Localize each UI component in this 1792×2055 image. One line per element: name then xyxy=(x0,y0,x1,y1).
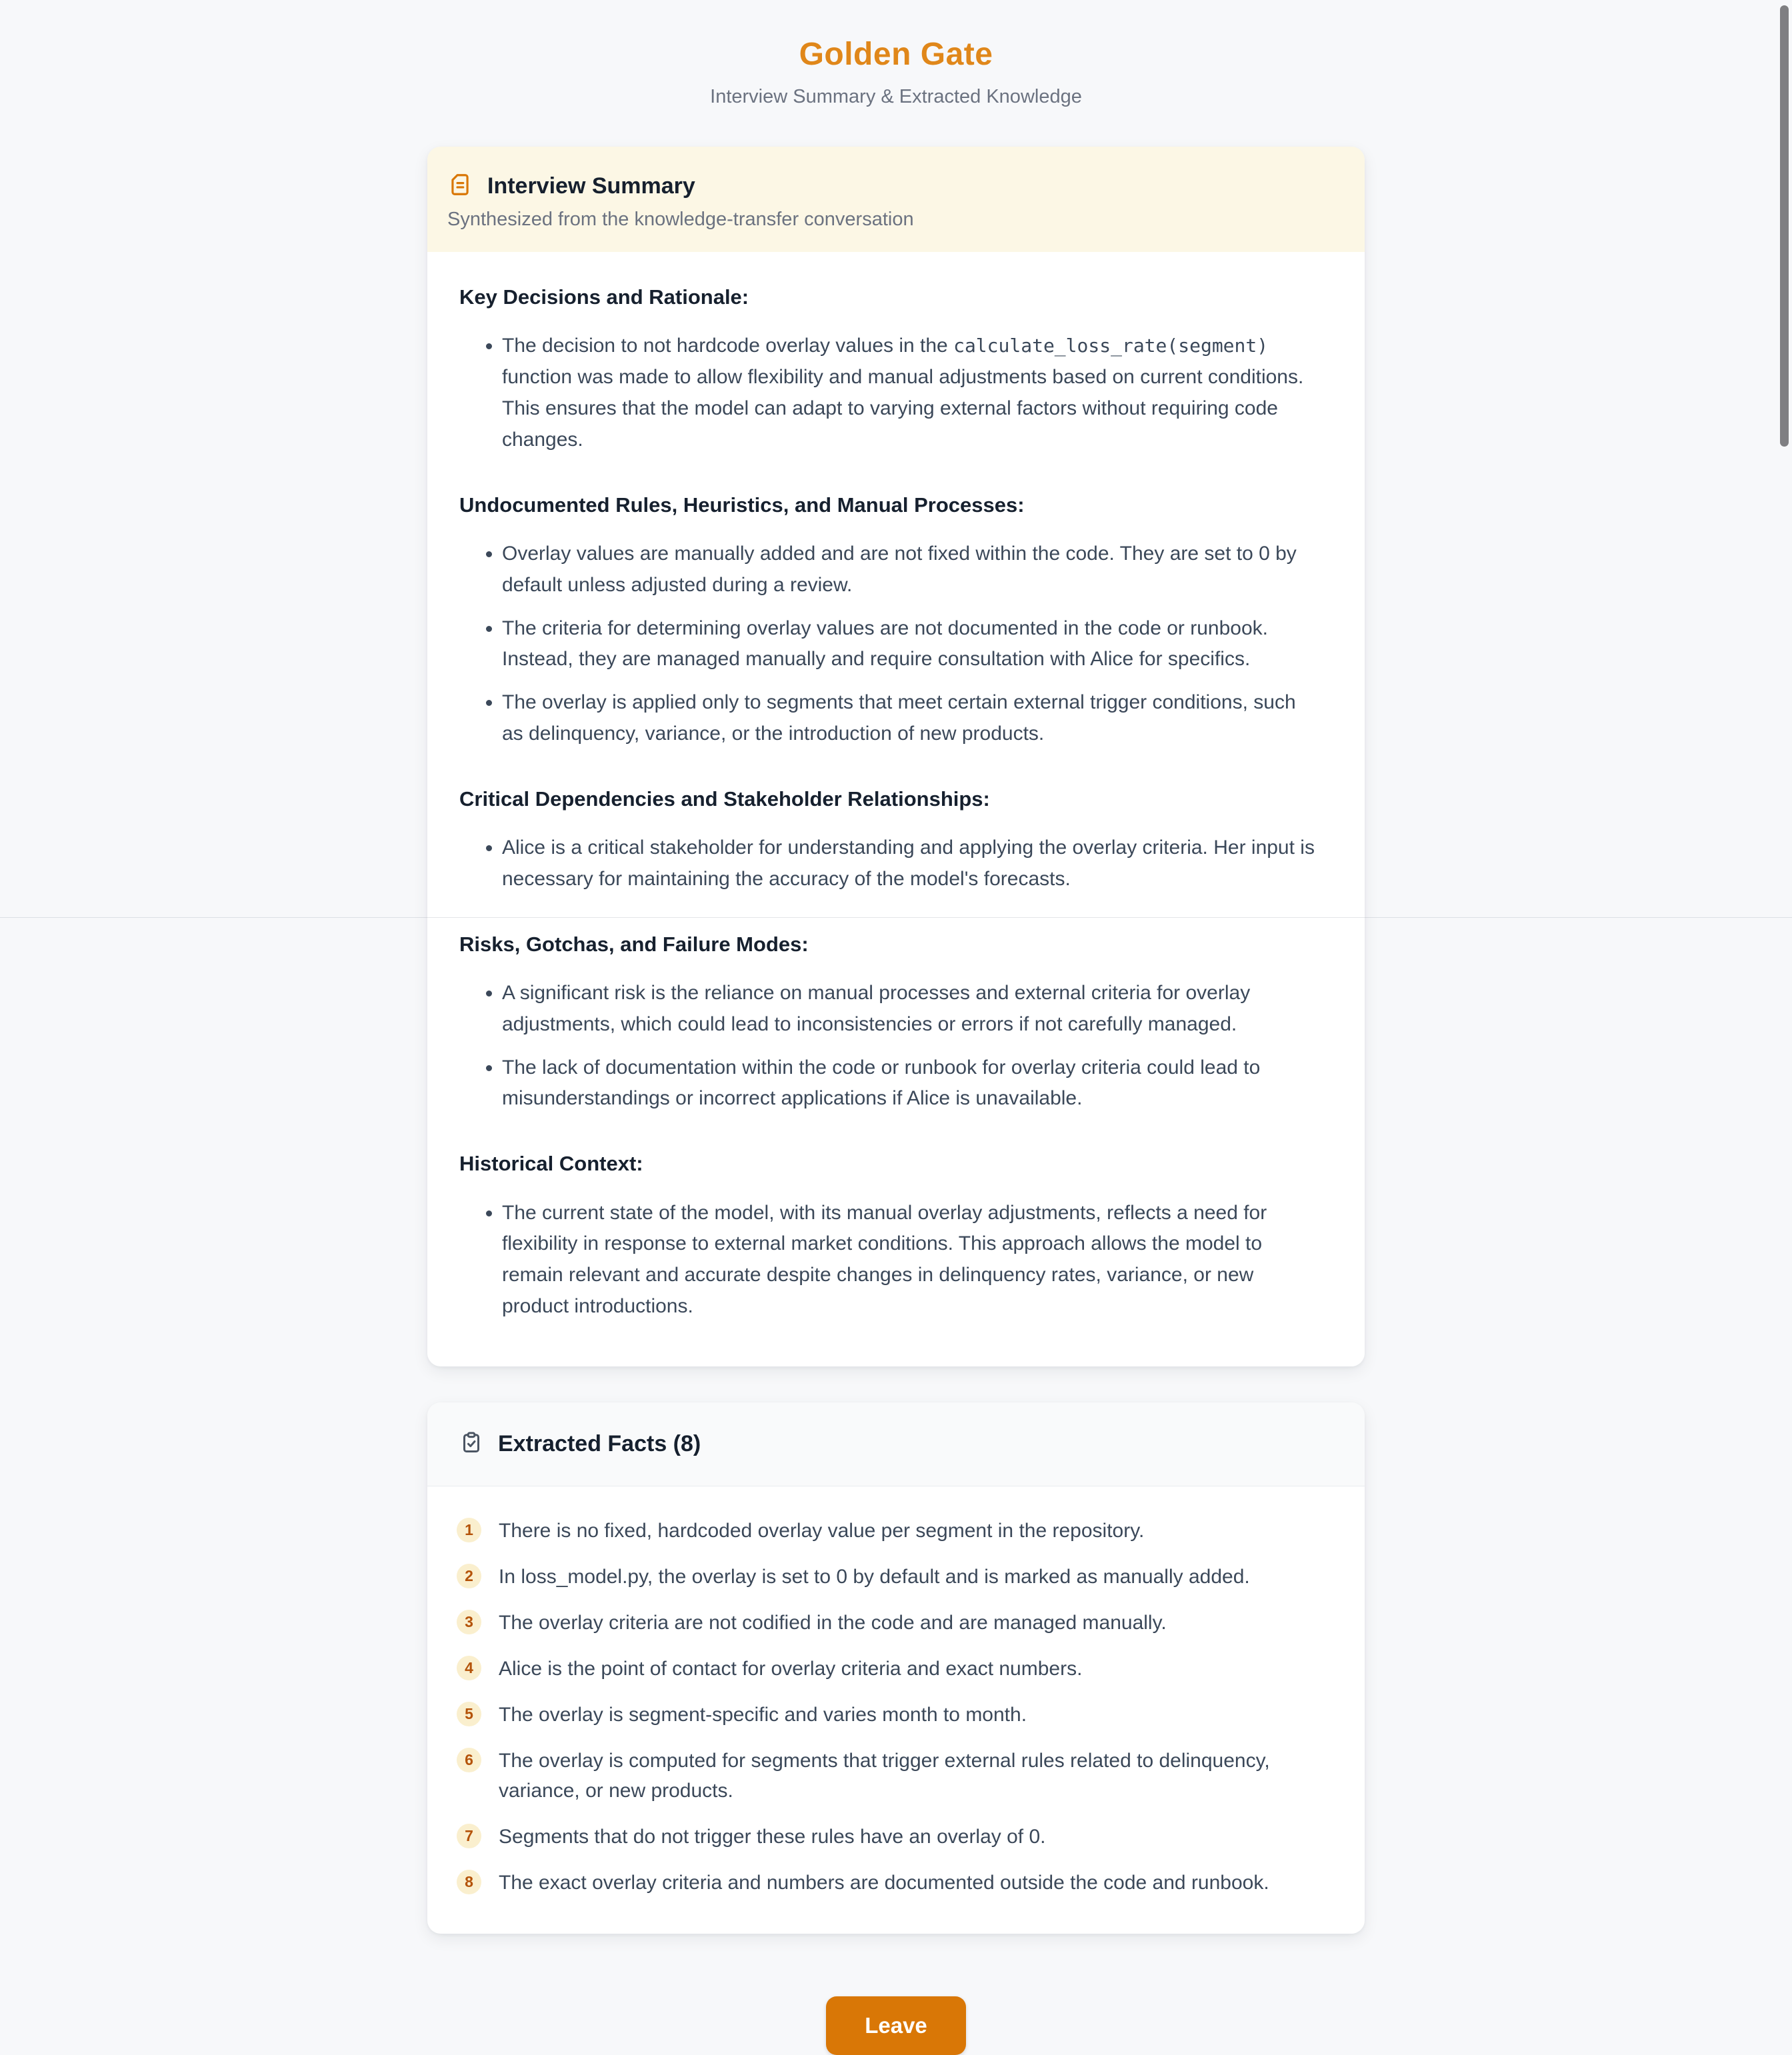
section-heading-critical-dependencies: Critical Dependencies and Stakeholder Relationships: xyxy=(459,787,990,811)
fact-text: In loss_model.py, the overlay is set to 0 by default and is marked as manually added. xyxy=(499,1565,1250,1588)
clipboard-check-icon xyxy=(459,1430,483,1458)
fact-row xyxy=(457,1822,1333,1852)
summary-bullet: • A significant risk is the reliance on manual processes and external criteria for overlay adjustments, which could lead to inconsistencies or errors if not carefully managed. xyxy=(502,978,1322,1040)
summary-bullet: • Overlay values are manually added and are not fixed within the code. They are set to 0 by default unless adjusted during a review. xyxy=(502,539,1322,601)
summary-bullet xyxy=(502,331,1322,455)
section-list-undocumented-rules xyxy=(459,539,1322,750)
fact-number-badge: 4 xyxy=(457,1656,481,1680)
fact-text: The overlay is computed for segments that trigger external rules related to delinquency, variance, or new products. xyxy=(499,1749,1270,1802)
bullet-text: The decision to not hardcode overlay values in the xyxy=(502,335,954,357)
interview-summary-subtitle: Synthesized from the knowledge-transfer conversation xyxy=(447,209,914,230)
interview-summary-body xyxy=(427,252,1365,1366)
summary-bullet: • The overlay is applied only to segments that meet certain external trigger conditions, such as delinquency, variance, or the introduction of new products. xyxy=(502,687,1322,750)
extracted-facts-list xyxy=(427,1486,1365,1934)
interview-summary-card xyxy=(427,147,1365,1366)
section-heading-risks: Risks, Gotchas, and Failure Modes: xyxy=(459,932,809,956)
page-subtitle: Interview Summary & Extracted Knowledge xyxy=(710,86,1082,107)
interview-summary-header xyxy=(427,147,1365,252)
summary-bullet: • The criteria for determining overlay values are not documented in the code or runbook. Instead, they are managed manually and require consultation with Alice for specifics. xyxy=(502,613,1322,676)
section-list-risks xyxy=(459,978,1322,1114)
leave-button[interactable]: Leave xyxy=(826,1996,966,2055)
section-heading-historical-context: Historical Context: xyxy=(459,1152,643,1176)
bullet-text: function was made to allow flexibility and manual adjustments based on current conditions. This ensures that the model can adapt to varying external factors without requiring code changes. xyxy=(502,366,1304,451)
fact-number-badge: 8 xyxy=(457,1870,481,1894)
summary-bullet: • The lack of documentation within the code or runbook for overlay criteria could lead to misunderstandings or incorrect applications if Alice is unavailable. xyxy=(502,1052,1322,1115)
fact-row xyxy=(457,1868,1333,1898)
fact-row xyxy=(457,1746,1333,1806)
fact-number-badge: 6 xyxy=(457,1748,481,1772)
section-list-key-decisions xyxy=(459,331,1322,455)
inline-code: calculate_loss_rate(segment) xyxy=(953,335,1269,357)
fact-number-badge: 2 xyxy=(457,1564,481,1588)
fact-text: The overlay criteria are not codified in the code and are managed manually. xyxy=(499,1611,1167,1634)
footer-actions xyxy=(0,1996,1792,2055)
summary-bullet: • Alice is a critical stakeholder for understanding and applying the overlay criteria. Her input is necessary for maintaining the accuracy of the model's forecasts. xyxy=(502,833,1322,895)
section-list-critical-dependencies xyxy=(459,833,1322,895)
section-heading-key-decisions: Key Decisions and Rationale: xyxy=(459,285,749,309)
fact-row xyxy=(457,1608,1333,1638)
fact-row xyxy=(457,1516,1333,1546)
extracted-facts-card xyxy=(427,1402,1365,1934)
interview-summary-title: Interview Summary xyxy=(487,173,695,199)
fact-text: The exact overlay criteria and numbers are documented outside the code and runbook. xyxy=(499,1871,1269,1894)
viewport-seam-divider xyxy=(0,917,1792,918)
fact-text: Alice is the point of contact for overlay criteria and exact numbers. xyxy=(499,1657,1083,1680)
section-heading-undocumented-rules: Undocumented Rules, Heuristics, and Manual Processes: xyxy=(459,493,1025,517)
vertical-scrollbar-thumb[interactable] xyxy=(1780,5,1789,447)
file-text-icon xyxy=(447,172,473,201)
fact-row xyxy=(457,1654,1333,1684)
fact-number-badge: 3 xyxy=(457,1610,481,1634)
page-title: Golden Gate xyxy=(799,37,993,72)
interview-summary-title-row xyxy=(447,172,1333,201)
section-list-historical-context xyxy=(459,1198,1322,1322)
extracted-facts-title: Extracted Facts (8) xyxy=(498,1430,701,1456)
summary-bullet: • The current state of the model, with its manual overlay adjustments, reflects a need for flexibility in response to external market conditions. This approach allows the model to remain relevant and accurate despite changes in delinquency rates, variance, or new product introductions. xyxy=(502,1198,1322,1322)
fact-row xyxy=(457,1700,1333,1730)
fact-number-badge: 5 xyxy=(457,1702,481,1726)
fact-text: The overlay is segment-specific and varies month to month. xyxy=(499,1703,1027,1726)
fact-number-badge: 7 xyxy=(457,1824,481,1848)
page-header xyxy=(0,0,1792,108)
fact-text: Segments that do not trigger these rules have an overlay of 0. xyxy=(499,1825,1046,1848)
fact-row xyxy=(457,1562,1333,1592)
fact-text: There is no fixed, hardcoded overlay value per segment in the repository. xyxy=(499,1519,1145,1542)
extracted-facts-header xyxy=(427,1402,1365,1486)
fact-number-badge: 1 xyxy=(457,1518,481,1542)
